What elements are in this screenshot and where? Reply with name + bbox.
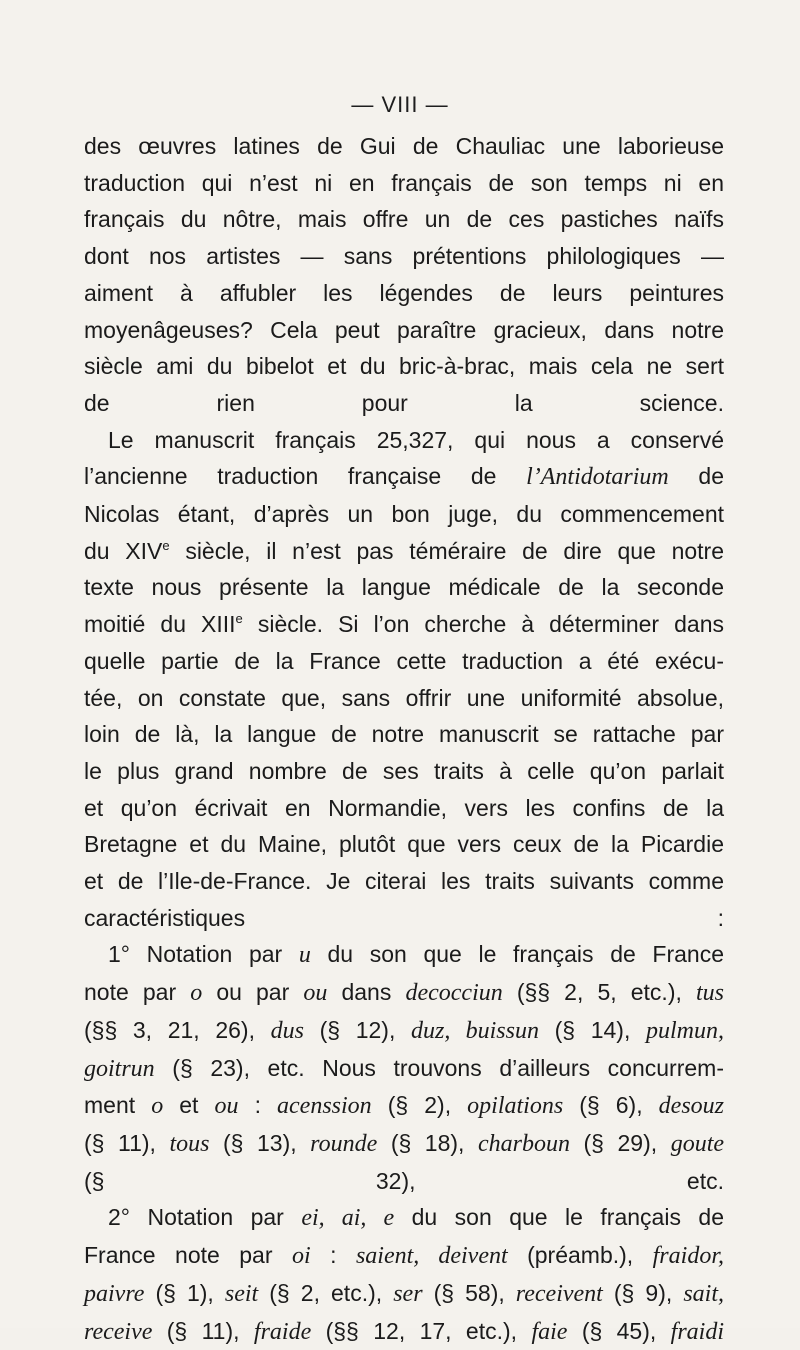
italic-title: l’Antidotarium <box>526 464 669 490</box>
text-line: et de l’Ile-de-France. Je citerai les traits suivants comme <box>84 863 724 900</box>
text-line: 2° Notation par ei, ai, e du son que le français de <box>84 1199 724 1237</box>
text-line: le plus grand nombre de ses traits à celle qu’on parlait <box>84 753 724 790</box>
text-line: (§§ 3, 21, 26), dus (§ 12), duz, buissun (§ 14), pulmun, <box>84 1012 724 1050</box>
text-line: (§ 32), etc. <box>84 1163 724 1200</box>
page-number: — VIII — <box>0 92 800 118</box>
text-line: paivre (§ 1), seit (§ 2, etc.), ser (§ 58), receivent (§ 9), sait, <box>84 1275 724 1313</box>
text-line: l’ancienne traduction française de l’Antidotarium de <box>84 458 724 496</box>
text-line: de rien pour la science. <box>84 385 724 422</box>
text-line: loin de là, la langue de notre manuscrit se rattache par <box>84 716 724 753</box>
text-line: ment o et ou : acenssion (§ 2), opilations (§ 6), desouz <box>84 1087 724 1125</box>
paragraph-2 <box>84 422 724 937</box>
text-line: receive (§ 11), fraide (§§ 12, 17, etc.), faie (§ 45), fraidi <box>84 1313 724 1350</box>
text-line: France note par oi : saient, deivent (préamb.), fraidor, <box>84 1237 724 1275</box>
text-line: quelle partie de la France cette traduction a été exécu- <box>84 643 724 680</box>
text-line: aiment à affubler les légendes de leurs peintures <box>84 275 724 312</box>
text-line: caractéristiques : <box>84 900 724 937</box>
text-line: traduction qui n’est ni en français de son temps ni en <box>84 165 724 202</box>
text-line: 1° Notation par u du son que le français de France <box>84 936 724 974</box>
text-line: Nicolas étant, d’après un bon juge, du commencement <box>84 496 724 533</box>
body-text <box>84 128 724 1350</box>
text-line: moitié du XIIIe siècle. Si l’on cherche à déterminer dans <box>84 606 724 643</box>
paragraph-1 <box>84 128 724 422</box>
paragraph-4 <box>84 1199 724 1350</box>
text-line: moyenâgeuses? Cela peut paraître gracieux, dans notre <box>84 312 724 349</box>
text-line: siècle ami du bibelot et du bric-à-brac, mais cela ne sert <box>84 348 724 385</box>
text-line: et qu’on écrivait en Normandie, vers les confins de la <box>84 790 724 827</box>
text-line: des œuvres latines de Gui de Chauliac une laborieuse <box>84 128 724 165</box>
text-line: dont nos artistes — sans prétentions philologiques — <box>84 238 724 275</box>
text-line: Le manuscrit français 25,327, qui nous a conservé <box>84 422 724 459</box>
text-line: du XIVe siècle, il n’est pas téméraire de dire que notre <box>84 533 724 570</box>
text-line: texte nous présente la langue médicale de la seconde <box>84 569 724 606</box>
paragraph-3 <box>84 936 724 1199</box>
text-line: Bretagne et du Maine, plutôt que vers ceux de la Picardie <box>84 826 724 863</box>
text-line: français du nôtre, mais offre un de ces pastiches naïfs <box>84 201 724 238</box>
text-line: note par o ou par ou dans decocciun (§§ 2, 5, etc.), tus <box>84 974 724 1012</box>
text-line: (§ 11), tous (§ 13), rounde (§ 18), charboun (§ 29), goute <box>84 1125 724 1163</box>
text-line: tée, on constate que, sans offrir une uniformité absolue, <box>84 680 724 717</box>
text-line: goitrun (§ 23), etc. Nous trouvons d’ailleurs concurrem- <box>84 1050 724 1088</box>
